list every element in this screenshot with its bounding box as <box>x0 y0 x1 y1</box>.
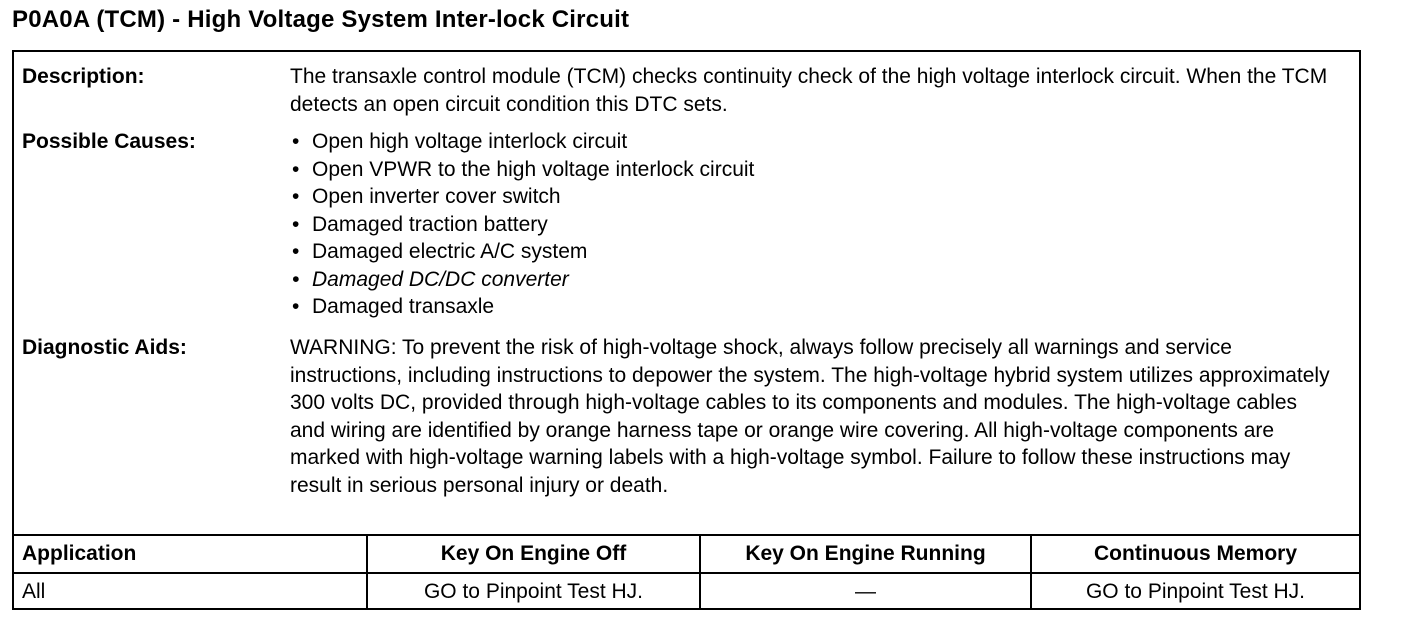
table-row <box>14 574 1359 610</box>
column-header-key-on-engine-off: Key On Engine Off <box>366 536 699 572</box>
table-cell-application: All <box>22 580 46 603</box>
diagnostic-aids-text: WARNING: To prevent the risk of high-voltage shock, always follow precisely all warnings and service instructions, including instructions to depower the system. The high-voltage hybrid system utilizes approximately 300 volts DC, provided through high-voltage cables to its components and modules. The high-voltage cables and wiring are identified by orange harness tape or orange wire covering. All high-voltage components are marked with high-voltage warning labels with a high-voltage symbol. Failure to follow these instructions may result in serious personal injury or death. <box>290 336 1330 497</box>
list-item: • Open inverter cover switch <box>290 183 1330 211</box>
description-label: Description: <box>22 65 145 88</box>
possible-causes-list <box>290 128 1330 321</box>
column-header-application: Application <box>22 542 137 565</box>
table-header-row <box>14 536 1359 574</box>
description-body <box>290 63 1330 118</box>
list-item: • Open high voltage interlock circuit <box>290 128 1330 156</box>
possible-causes-body <box>290 128 1330 321</box>
list-item: • Damaged traction battery <box>290 211 1330 239</box>
list-item: • Damaged electric A/C system <box>290 238 1330 266</box>
list-item: • Damaged DC/DC converter <box>290 266 1330 294</box>
list-item: • Open VPWR to the high voltage interlock circuit <box>290 156 1330 184</box>
column-header-continuous-memory: Continuous Memory <box>1030 536 1359 572</box>
dtc-info-box <box>12 50 1361 610</box>
diagnostic-aids-body <box>290 334 1330 499</box>
description-text: The transaxle control module (TCM) checks continuity check of the high voltage interlock circuit. When the TCM detects an open circuit condition this DTC sets. <box>290 65 1328 116</box>
table-cell-continuous-memory: GO to Pinpoint Test HJ. <box>1030 574 1359 610</box>
table-cell-key-on-engine-off: GO to Pinpoint Test HJ. <box>366 574 699 610</box>
diagnostic-aids-label: Diagnostic Aids: <box>22 336 187 359</box>
document-title: P0A0A (TCM) - High Voltage System Inter-lock Circuit <box>12 6 630 33</box>
column-header-key-on-engine-running: Key On Engine Running <box>699 536 1030 572</box>
application-table <box>14 534 1359 610</box>
table-cell-key-on-engine-running: — <box>699 574 1030 610</box>
list-item: • Damaged transaxle <box>290 293 1330 321</box>
possible-causes-label: Possible Causes: <box>22 130 196 153</box>
